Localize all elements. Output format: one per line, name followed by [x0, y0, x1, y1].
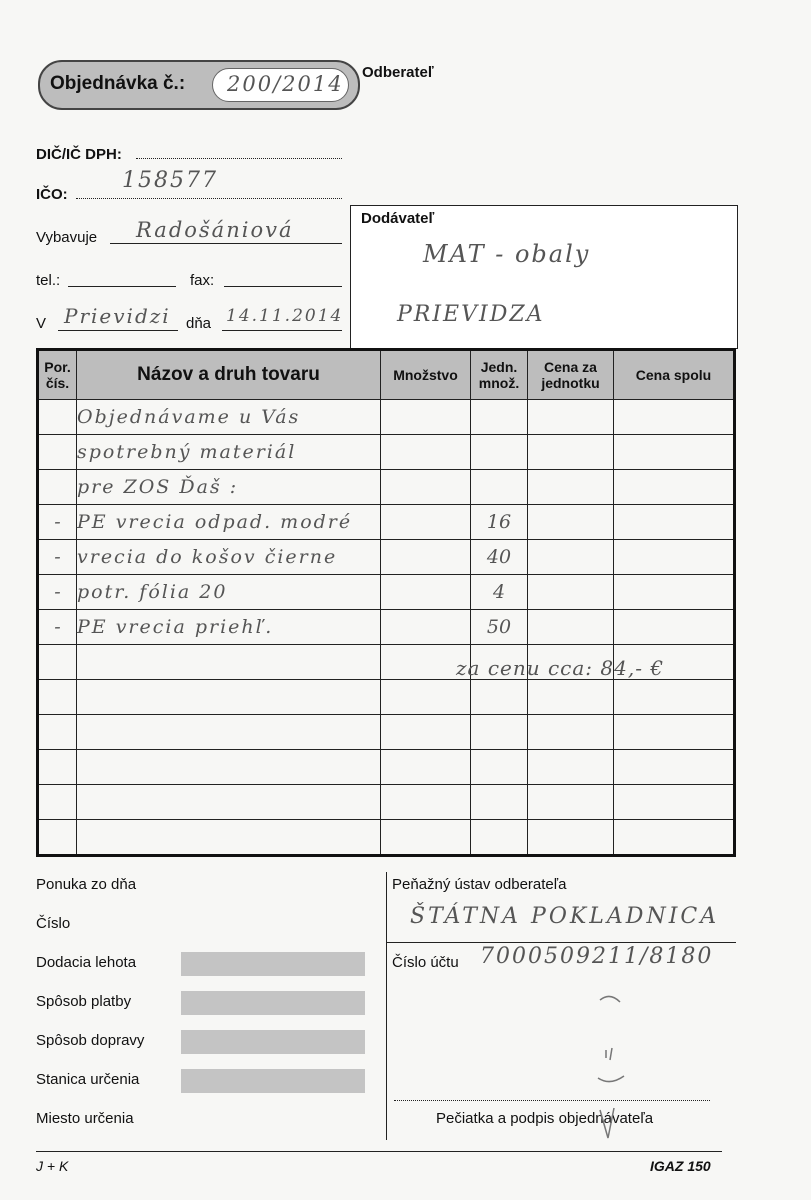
place-value: Prievidzi	[64, 304, 171, 328]
signature-line[interactable]	[394, 1100, 710, 1101]
table-row[interactable]	[38, 750, 735, 785]
footer-divider	[386, 872, 387, 1140]
table-row[interactable]	[38, 715, 735, 750]
row-por[interactable]	[38, 470, 77, 505]
platba-label: Spôsob platby	[36, 993, 132, 1010]
place-label: V	[36, 315, 47, 332]
row-unit-price[interactable]	[528, 540, 614, 575]
row-por[interactable]	[38, 715, 77, 750]
row-total[interactable]	[614, 750, 735, 785]
order-number-field[interactable]	[212, 68, 349, 102]
header-qty: Množstvo	[381, 350, 471, 400]
account-label: Číslo účtu	[392, 954, 459, 971]
row-unit[interactable]: 4	[471, 575, 528, 610]
table-row[interactable]	[38, 575, 735, 610]
row-total[interactable]	[614, 505, 735, 540]
fax-label: fax:	[190, 272, 215, 289]
row-unit-price[interactable]	[528, 610, 614, 645]
doprava-label: Spôsob dopravy	[36, 1032, 145, 1049]
header-por: Por. čís.	[38, 350, 77, 400]
row-por[interactable]	[38, 785, 77, 820]
supplier-city: PRIEVIDZA	[397, 302, 545, 327]
row-name[interactable]	[77, 785, 381, 820]
row-por[interactable]: -	[38, 610, 77, 645]
row-unit-price[interactable]	[528, 575, 614, 610]
signature-label: Pečiatka a podpis objednávateľa	[436, 1110, 654, 1127]
row-name[interactable]: Objednávame u Vás	[77, 400, 381, 435]
bank-label: Peňažný ústav odberateľa	[392, 876, 567, 893]
table-row[interactable]	[38, 785, 735, 820]
tel-label: tel.:	[36, 272, 61, 289]
date-value: 14.11.2014	[226, 306, 344, 326]
supplier-name: MAT - obaly	[423, 240, 591, 268]
vybavuje-value: Radošániová	[136, 218, 294, 242]
order-number-value: 200/2014	[227, 72, 344, 96]
row-name[interactable]	[77, 645, 381, 680]
ico-label: IČO:	[36, 186, 68, 203]
platba-field[interactable]	[181, 991, 365, 1015]
table-row[interactable]	[38, 470, 735, 505]
row-unit[interactable]	[471, 400, 528, 435]
items-table	[36, 348, 736, 857]
row-unit-price[interactable]	[528, 470, 614, 505]
ico-field[interactable]	[76, 198, 342, 199]
row-unit-price[interactable]	[528, 435, 614, 470]
ponuka-label: Ponuka zo dňa	[36, 876, 137, 893]
header-name: Názov a druh tovaru	[77, 350, 381, 400]
row-por[interactable]	[38, 750, 77, 785]
table-row[interactable]	[38, 505, 735, 540]
stanica-label: Stanica určenia	[36, 1071, 140, 1088]
row-por[interactable]: -	[38, 575, 77, 610]
row-unit-price[interactable]	[528, 680, 614, 715]
row-por[interactable]: -	[38, 540, 77, 575]
row-unit-price[interactable]	[528, 715, 614, 750]
order-label: Objednávka č.:	[50, 73, 186, 94]
bottom-rule	[36, 1151, 722, 1152]
supplier-label: Dodávateľ	[361, 210, 435, 227]
row-unit-price[interactable]	[528, 785, 614, 820]
row-qty[interactable]	[381, 470, 471, 505]
table-row[interactable]	[38, 435, 735, 470]
row-total[interactable]	[614, 715, 735, 750]
row-name[interactable]: PE vrecia priehľ.	[77, 610, 381, 645]
row-qty[interactable]	[381, 400, 471, 435]
row-qty[interactable]	[381, 575, 471, 610]
signature-mark	[580, 990, 640, 1140]
vybavuje-label: Vybavuje	[36, 229, 98, 246]
row-name[interactable]: PE vrecia odpad. modré	[77, 505, 381, 540]
buyer-label: Odberateľ	[362, 64, 434, 81]
dic-label: DIČ/IČ DPH:	[36, 146, 122, 163]
row-qty[interactable]	[381, 820, 471, 856]
account-value: 7000509211/8180	[480, 944, 714, 969]
table-row[interactable]	[38, 610, 735, 645]
row-name[interactable]	[77, 820, 381, 856]
bottom-right-code: IGAZ 150	[650, 1158, 711, 1174]
row-qty[interactable]	[381, 680, 471, 715]
row-name[interactable]: spotrebný materiál	[77, 435, 381, 470]
row-total[interactable]	[614, 540, 735, 575]
row-name[interactable]: vrecia do košov čierne	[77, 540, 381, 575]
tel-field[interactable]	[68, 286, 176, 287]
row-name[interactable]	[77, 680, 381, 715]
table-row[interactable]	[38, 680, 735, 715]
header-total: Cena spolu	[614, 350, 735, 400]
stanica-field[interactable]	[181, 1069, 365, 1093]
ico-value: 158577	[122, 168, 218, 193]
dodacia-field[interactable]	[181, 952, 365, 976]
price-note: za cenu cca: 84,- €	[456, 656, 665, 680]
row-total[interactable]	[614, 785, 735, 820]
row-qty[interactable]	[381, 750, 471, 785]
cislo-label: Číslo	[36, 915, 71, 932]
row-unit-price[interactable]	[528, 750, 614, 785]
place-field[interactable]	[58, 330, 178, 331]
row-unit-price[interactable]	[528, 820, 614, 856]
row-qty[interactable]	[381, 505, 471, 540]
row-unit[interactable]: 40	[471, 540, 528, 575]
row-total[interactable]	[614, 820, 735, 856]
table-header-row	[38, 350, 735, 400]
row-total[interactable]	[614, 435, 735, 470]
row-por[interactable]	[38, 400, 77, 435]
bank-separator	[386, 942, 736, 943]
row-qty[interactable]	[381, 715, 471, 750]
row-qty[interactable]	[381, 435, 471, 470]
fax-field[interactable]	[224, 286, 342, 287]
date-label: dňa	[186, 315, 212, 332]
row-por[interactable]	[38, 820, 77, 856]
order-number-box	[38, 60, 360, 110]
row-por[interactable]: -	[38, 505, 77, 540]
header-unit: Jedn. množ.	[471, 350, 528, 400]
row-total[interactable]	[614, 400, 735, 435]
row-por[interactable]	[38, 680, 77, 715]
row-qty[interactable]	[381, 610, 471, 645]
row-unit[interactable]	[471, 435, 528, 470]
row-total[interactable]	[614, 610, 735, 645]
supplier-box[interactable]	[350, 205, 738, 349]
row-unit[interactable]	[471, 680, 528, 715]
row-name[interactable]: potr. fólia 20	[77, 575, 381, 610]
row-qty[interactable]	[381, 785, 471, 820]
row-unit[interactable]: 16	[471, 505, 528, 540]
row-por[interactable]	[38, 435, 77, 470]
date-field[interactable]	[222, 330, 342, 331]
row-por[interactable]	[38, 645, 77, 680]
row-unit-price[interactable]	[528, 400, 614, 435]
row-unit[interactable]	[471, 715, 528, 750]
row-name[interactable]: pre ZOS Ďaš :	[77, 470, 381, 505]
dic-field[interactable]	[136, 158, 342, 159]
row-unit[interactable]: 50	[471, 610, 528, 645]
doprava-field[interactable]	[181, 1030, 365, 1054]
row-total[interactable]	[614, 575, 735, 610]
bank-value: ŠTÁTNA POKLADNICA	[410, 904, 720, 929]
bottom-left-code: J + K	[36, 1158, 69, 1174]
row-unit[interactable]	[471, 470, 528, 505]
row-unit[interactable]	[471, 820, 528, 856]
table-row[interactable]	[38, 540, 735, 575]
dodacia-label: Dodacia lehota	[36, 954, 137, 971]
table-row[interactable]	[38, 400, 735, 435]
row-name[interactable]	[77, 715, 381, 750]
row-qty[interactable]	[381, 540, 471, 575]
header-unit-price: Cena za jednotku	[528, 350, 614, 400]
row-total[interactable]	[614, 680, 735, 715]
table-row[interactable]	[38, 820, 735, 856]
row-unit[interactable]	[471, 785, 528, 820]
row-name[interactable]	[77, 750, 381, 785]
row-unit-price[interactable]	[528, 505, 614, 540]
miesto-label: Miesto určenia	[36, 1110, 134, 1127]
row-unit[interactable]	[471, 750, 528, 785]
vybavuje-field[interactable]	[110, 243, 342, 244]
row-total[interactable]	[614, 470, 735, 505]
